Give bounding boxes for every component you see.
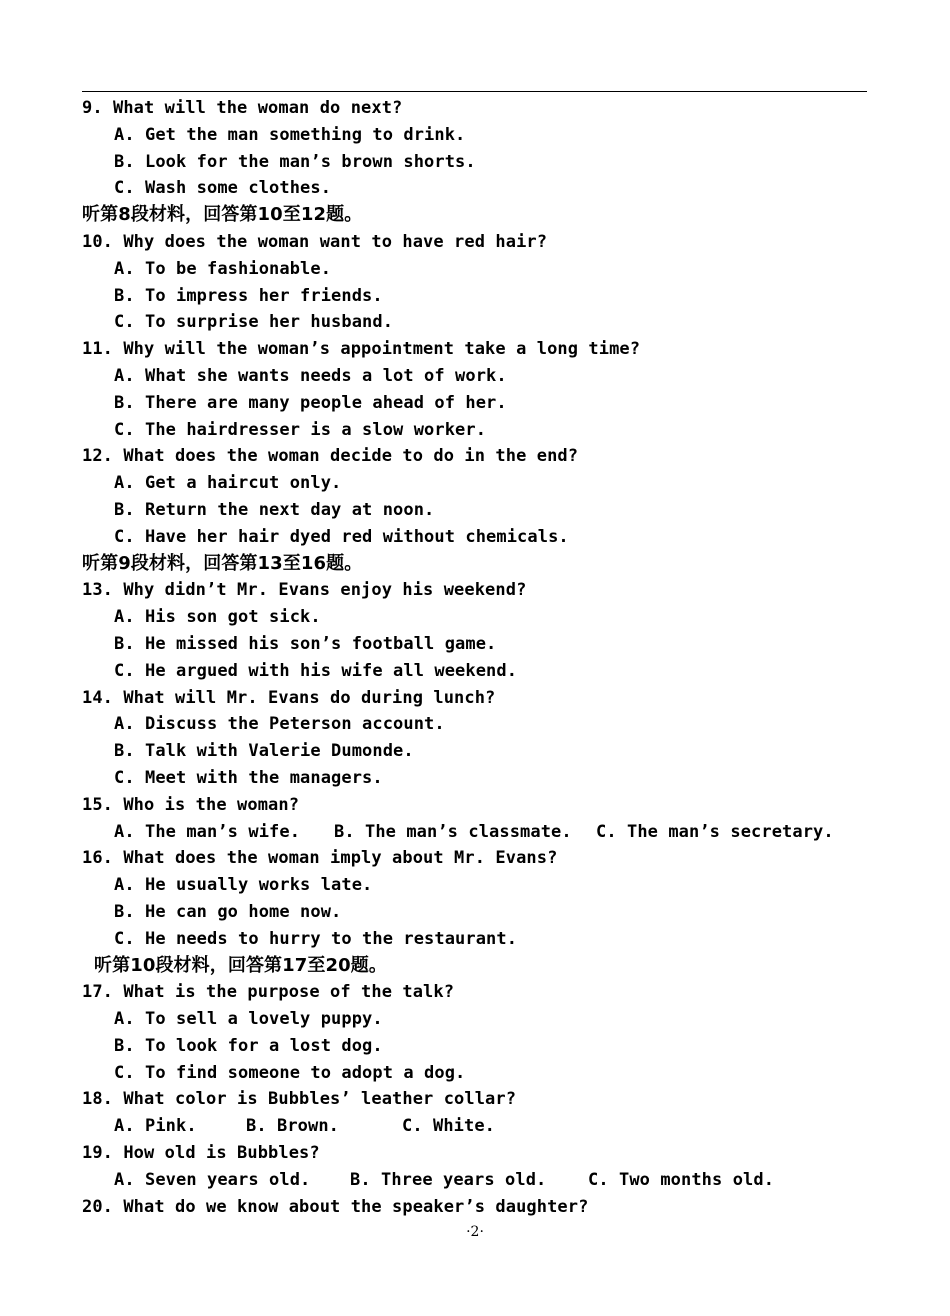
question-16-option-b: B. He can go home now. xyxy=(114,901,342,922)
question-11-option-c: C. The hairdresser is a slow worker. xyxy=(114,419,487,440)
question-18-option-b: B. Brown. xyxy=(246,1116,340,1137)
exam-content xyxy=(82,95,882,1220)
question-10-option-c: C. To surprise her husband. xyxy=(114,312,394,333)
question-9-option-b: B. Look for the man’s brown shorts. xyxy=(114,151,476,172)
question-15-option-c: C. The man’s secretary. xyxy=(596,821,834,842)
section-heading-10: 听第10段材料，回答第17至20题。 xyxy=(94,954,387,976)
question-9-option-c: C. Wash some clothes. xyxy=(114,178,332,199)
header-rule xyxy=(82,91,867,92)
question-9-stem: 9. What will the woman do next? xyxy=(82,98,403,118)
question-11-option-b: B. There are many people ahead of her. xyxy=(114,392,507,413)
question-17-option-b: B. To look for a lost dog. xyxy=(114,1035,383,1056)
question-19-option-a: A. Seven years old. xyxy=(114,1169,311,1190)
question-15-option-b: B. The man’s classmate. xyxy=(334,821,572,842)
question-18-stem: 18. What color is Bubbles’ leather collar? xyxy=(82,1089,517,1110)
question-13-option-c: C. He argued with his wife all weekend. xyxy=(114,660,518,681)
question-20-stem: 20. What do we know about the speaker’s daughter? xyxy=(82,1196,589,1217)
question-14-option-a: A. Discuss the Peterson account. xyxy=(114,714,445,735)
question-17-stem: 17. What is the purpose of the talk? xyxy=(82,982,455,1003)
question-16-option-a: A. He usually works late. xyxy=(114,875,373,896)
section-heading-8: 听第8段材料，回答第10至12题。 xyxy=(82,204,363,226)
question-15-stem: 15. Who is the woman? xyxy=(82,794,300,815)
page-number: ·2· xyxy=(466,1224,484,1240)
question-12-option-c: C. Have her hair dyed red without chemicals. xyxy=(114,526,569,547)
question-17-option-a: A. To sell a lovely puppy. xyxy=(114,1009,383,1030)
question-11-stem: 11. Why will the woman’s appointment take a long time? xyxy=(82,339,641,360)
question-19-option-b: B. Three years old. xyxy=(350,1169,547,1190)
question-18-option-c: C. White. xyxy=(402,1116,496,1137)
question-11-option-a: A. What she wants needs a lot of work. xyxy=(114,365,507,386)
question-14-stem: 14. What will Mr. Evans do during lunch? xyxy=(82,687,496,708)
question-15-options xyxy=(82,819,882,846)
question-9-option-a: A. Get the man something to drink. xyxy=(114,124,466,145)
question-13-stem: 13. Why didn’t Mr. Evans enjoy his weekend? xyxy=(82,580,527,601)
question-10-stem: 10. Why does the woman want to have red hair? xyxy=(82,231,548,252)
question-17-option-c: C. To find someone to adopt a dog. xyxy=(114,1062,466,1083)
question-18-options xyxy=(82,1113,882,1140)
question-10-option-b: B. To impress her friends. xyxy=(114,285,383,306)
question-12-stem: 12. What does the woman decide to do in the end? xyxy=(82,446,579,467)
question-10-option-a: A. To be fashionable. xyxy=(114,258,332,279)
question-12-option-a: A. Get a haircut only. xyxy=(114,473,342,494)
question-13-option-a: A. His son got sick. xyxy=(114,607,321,628)
question-16-stem: 16. What does the woman imply about Mr. Evans? xyxy=(82,848,558,869)
question-18-option-a: A. Pink. xyxy=(114,1116,197,1137)
section-heading-9: 听第9段材料，回答第13至16题。 xyxy=(82,552,363,574)
question-19-options xyxy=(82,1167,882,1194)
question-16-option-c: C. He needs to hurry to the restaurant. xyxy=(114,928,518,949)
question-19-stem: 19. How old is Bubbles? xyxy=(82,1143,320,1164)
question-14-option-c: C. Meet with the managers. xyxy=(114,767,383,788)
question-14-option-b: B. Talk with Valerie Dumonde. xyxy=(114,741,414,762)
question-19-option-c: C. Two months old. xyxy=(588,1169,775,1190)
question-12-option-b: B. Return the next day at noon. xyxy=(114,499,435,520)
question-13-option-b: B. He missed his son’s football game. xyxy=(114,633,497,654)
question-15-option-a: A. The man’s wife. xyxy=(114,821,301,842)
